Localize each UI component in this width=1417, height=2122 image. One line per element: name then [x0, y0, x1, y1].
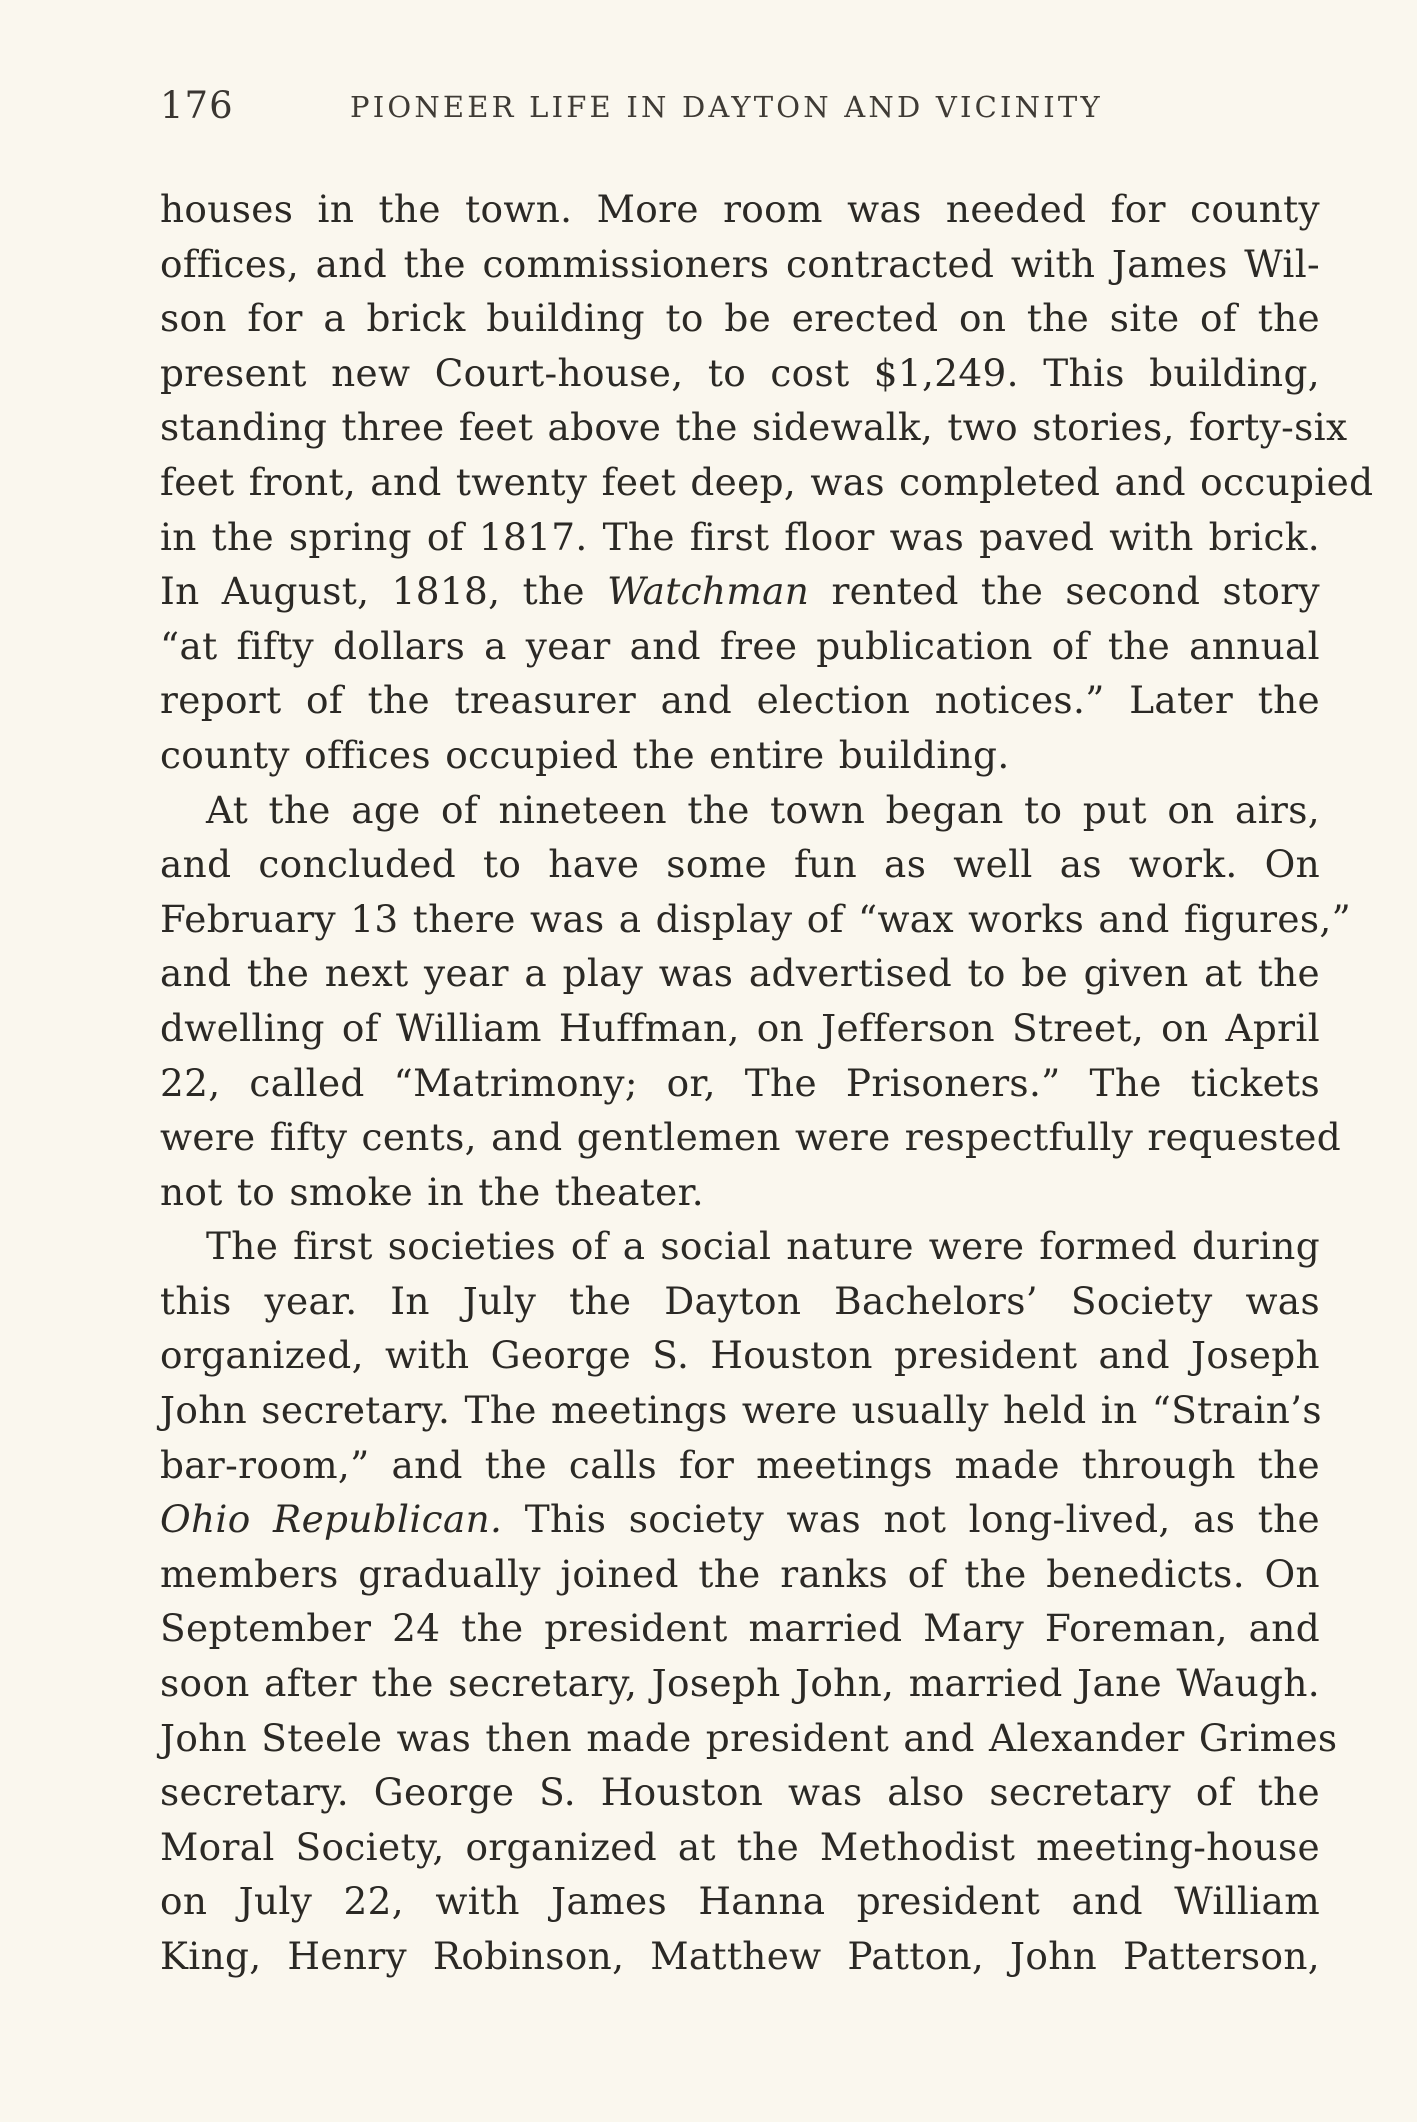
text-line: on July 22, with James Hanna president and William	[160, 1879, 1320, 1924]
text-line: soon after the secretary, Joseph John, married Jane Waugh.	[160, 1661, 1320, 1706]
text-line: John secretary. The meetings were usually held in “Strain’s	[160, 1388, 1322, 1433]
body-text	[160, 182, 1374, 1984]
page-number: 176	[160, 84, 234, 127]
running-head	[160, 84, 1320, 138]
text-line: February 13 there was a display of “wax works and figures,”	[160, 896, 1352, 941]
text-line: houses in the town. More room was needed for county	[160, 187, 1320, 231]
text-line: September 24 the president married Mary Foreman, and	[160, 1606, 1320, 1651]
text-line: were fifty cents, and gentlemen were respectfully requested	[160, 1115, 1341, 1160]
text-line: Moral Society, organized at the Methodist meeting-house	[160, 1824, 1320, 1869]
text-line: son for a brick building to be erected on the site of the	[160, 296, 1320, 341]
text-line: bar-room,” and the calls for meetings made through the	[160, 1442, 1320, 1487]
book-page	[160, 84, 1374, 1984]
text-line: not to smoke in the theater.	[160, 1169, 704, 1214]
text-line: organized, with George S. Houston president and Joseph	[160, 1333, 1320, 1378]
text-line: members gradually joined the ranks of the benedicts. On	[160, 1551, 1320, 1596]
text-line: standing three feet above the sidewalk, two stories, forty-six	[160, 405, 1348, 450]
text-line: this year. In July the Dayton Bachelors’ Society was	[160, 1278, 1320, 1323]
text-line: “at fifty dollars a year and free publication of the annual	[160, 623, 1320, 668]
text-line: present new Court-house, to cost $1,249. This building,	[160, 350, 1320, 395]
text-line: The first societies of a social nature were formed during	[206, 1224, 1320, 1269]
text-line: and the next year a play was advertised to be given at the	[160, 951, 1320, 996]
text-line: in the spring of 1817. The first floor was paved with brick.	[160, 514, 1320, 559]
text-line: John Steele was then made president and Alexander Grimes	[160, 1715, 1338, 1760]
text-line: feet front, and twenty feet deep, was completed and occupied	[160, 459, 1374, 504]
italic-title-watchman: Watchman	[607, 569, 810, 614]
text-segment: rented the second story	[831, 569, 1320, 614]
text-line: King, Henry Robinson, Matthew Patton, John Patterson,	[160, 1934, 1320, 1978]
text-line: and concluded to have some fun as well as work. On	[160, 842, 1320, 887]
text-line	[160, 1492, 1320, 1547]
text-segment: This society was not long-lived, as the	[524, 1497, 1320, 1542]
running-title: PIONEER LIFE IN DAYTON AND VICINITY	[350, 90, 1103, 124]
text-line: dwelling of William Huffman, on Jefferson Street, on April	[160, 1005, 1320, 1050]
italic-title-ohio-republican: Ohio Republican.	[160, 1497, 503, 1542]
text-line: report of the treasurer and election notices.” Later the	[160, 678, 1320, 723]
text-line: county offices occupied the entire building.	[160, 732, 1010, 777]
text-line: secretary. George S. Houston was also secretary of the	[160, 1770, 1320, 1815]
text-line	[160, 564, 1320, 619]
text-line: offices, and the commissioners contracted with James Wil-	[160, 241, 1320, 286]
text-segment: In August, 1818, the	[160, 569, 585, 614]
text-line: 22, called “Matrimony; or, The Prisoners.” The tickets	[160, 1060, 1320, 1105]
text-line: At the age of nineteen the town began to put on airs,	[206, 787, 1320, 832]
